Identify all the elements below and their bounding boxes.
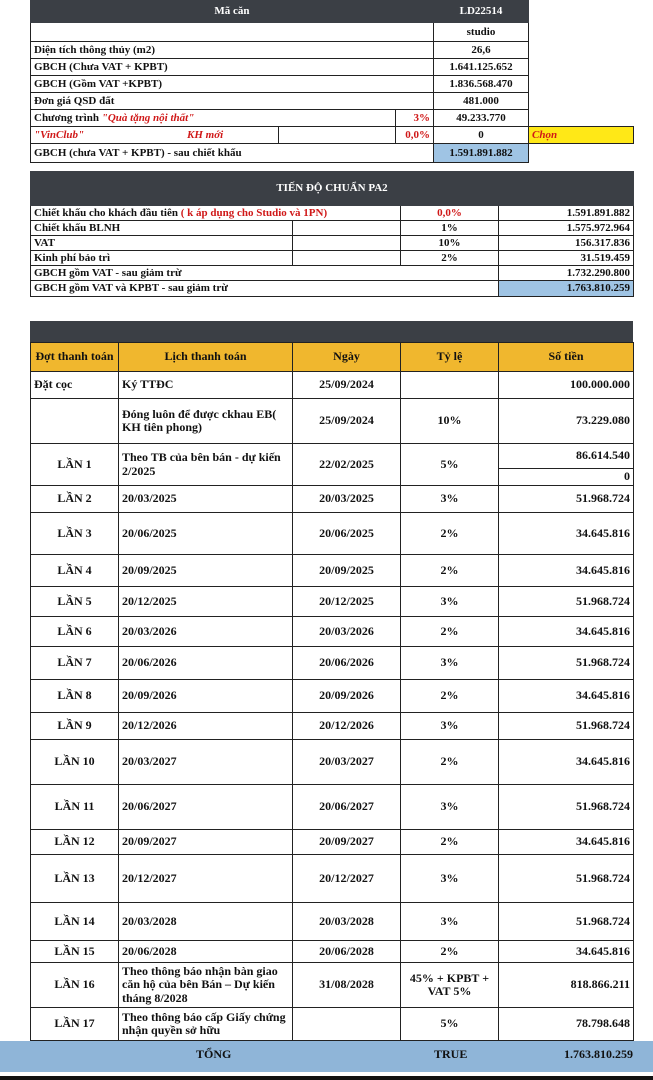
col-header-sotien: Số tiền — [499, 343, 634, 372]
progress-title: TIẾN ĐỘ CHUẨN PA2 — [31, 172, 634, 206]
table-row: LẦN 5 20/12/2025 20/12/2025 3% 51.968.724 — [31, 587, 634, 617]
table-row: Đặt cọc Ký TTĐC 25/09/2024 100.000.000 — [31, 372, 634, 399]
schedule-dark-bar — [30, 321, 633, 342]
maintenance-pct: 2% — [401, 251, 499, 266]
program-label: Chương trình — [34, 111, 99, 124]
vat-value: 156.317.836 — [499, 236, 634, 251]
progress-block — [30, 171, 633, 297]
maintenance-value: 31.519.459 — [499, 251, 634, 266]
vinclub-pct: 0,0% — [396, 127, 434, 144]
table-row: LẦN 16 Theo thông báo nhận bàn giao căn hộ của bên Bán – Dự kiến tháng 8/2028 31/08/2028 45% + KPBT + VAT 5% 818.866.211 — [31, 963, 634, 1008]
area-value: 26,6 — [434, 42, 529, 59]
unit-info-table — [30, 0, 634, 163]
area-label: Diện tích thông thủy (m2) — [31, 42, 434, 59]
table-row: LẦN 13 20/12/2027 20/12/2027 3% 51.968.724 — [31, 855, 634, 903]
maintenance-label: Kinh phí bảo trì — [31, 251, 293, 266]
vinclub-cell — [31, 127, 279, 144]
table-row: LẦN 8 20/09/2026 20/09/2026 2% 34.645.816 — [31, 680, 634, 713]
vat-label: VAT — [31, 236, 293, 251]
table-row: LẦN 4 20/09/2025 20/09/2025 2% 34.645.816 — [31, 555, 634, 587]
gbch-no-vat-label: GBCH (Chưa VAT + KPBT) — [31, 59, 434, 76]
table-row: LẦN 9 20/12/2026 20/12/2026 3% 51.968.724 — [31, 713, 634, 740]
program-pct: 3% — [396, 110, 434, 127]
table-row: LẦN 10 20/03/2027 20/03/2027 2% 34.645.816 — [31, 740, 634, 785]
first-customer-note: ( k áp dụng cho Studio và 1PN) — [180, 206, 328, 219]
table-row: LẦN 6 20/03/2026 20/03/2026 2% 34.645.816 — [31, 617, 634, 647]
program-cell — [31, 110, 396, 127]
col-header-dot: Đợt thanh toán — [31, 343, 119, 372]
total-bar — [0, 1041, 653, 1072]
table-row: Đóng luôn để được ckhau EB( KH tiên phong) 25/09/2024 10% 73.229.080 — [31, 399, 634, 444]
blnh-value: 1.575.972.964 — [499, 221, 634, 236]
table-row: LẦN 14 20/03/2028 20/03/2028 3% 51.968.724 — [31, 903, 634, 941]
table-row: LẦN 15 20/06/2028 20/06/2028 2% 34.645.816 — [31, 941, 634, 963]
after-discount-value: 1.591.891.882 — [434, 144, 529, 163]
table-row: LẦN 17 Theo thông báo cấp Giấy chứng nhận quyền sở hữu 5% 78.798.648 — [31, 1008, 634, 1041]
unit-type: studio — [434, 23, 529, 42]
gbch-vat-after-label: GBCH gồm VAT - sau giảm trừ — [31, 266, 499, 281]
ma-can-value: LD22514 — [434, 1, 529, 23]
first-customer-label: Chiết khấu cho khách đầu tiên — [34, 206, 178, 219]
payment-schedule-block — [30, 321, 633, 1041]
table-row: 0 — [31, 469, 634, 486]
col-header-ngay: Ngày — [293, 343, 401, 372]
program-value: 49.233.770 — [434, 110, 529, 127]
gbch-vat-value: 1.836.568.470 — [434, 76, 529, 93]
gbch-no-vat-value: 1.641.125.652 — [434, 59, 529, 76]
table-row: LẦN 7 20/06/2026 20/06/2026 3% 51.968.724 — [31, 647, 634, 680]
land-price-value: 481.000 — [434, 93, 529, 110]
blnh-pct: 1% — [401, 221, 499, 236]
screen-bottom-edge — [0, 1076, 653, 1080]
first-customer-value: 1.591.891.882 — [499, 206, 634, 221]
gbch-vat-kpbt-after-label: GBCH gồm VAT và KPBT - sau giảm trừ — [31, 281, 499, 297]
program-name: "Quà tặng nội thất" — [101, 111, 195, 124]
col-header-tyle: Tỷ lệ — [401, 343, 499, 372]
col-header-lich: Lịch thanh toán — [119, 343, 293, 372]
gbch-vat-after-value: 1.732.290.800 — [499, 266, 634, 281]
table-row: LẦN 2 20/03/2025 20/03/2025 3% 51.968.724 — [31, 486, 634, 513]
gbch-vat-label: GBCH (Gồm VAT +KPBT) — [31, 76, 434, 93]
total-flag: TRUE — [434, 1047, 468, 1061]
ma-can-label: Mã căn — [31, 1, 434, 23]
first-customer-pct: 0,0% — [401, 206, 499, 221]
progress-table — [30, 171, 634, 297]
land-price-label: Đơn giá QSD đất — [31, 93, 434, 110]
total-label: TỔNG — [196, 1047, 232, 1061]
vat-pct: 10% — [401, 236, 499, 251]
table-row: LẦN 12 20/09/2027 20/09/2027 2% 34.645.816 — [31, 830, 634, 855]
vinclub-kh[interactable]: KH mới — [187, 128, 224, 141]
blnh-label: Chiết khấu BLNH — [31, 221, 293, 236]
unit-info-block — [30, 0, 633, 163]
choose-dropdown[interactable]: Chọn — [529, 127, 634, 144]
table-row: LẦN 1 Theo TB của bên bán - dự kiến 2/2025 22/02/2025 5% 86.614.540 — [31, 444, 634, 469]
vinclub-label: "VinClub" — [34, 128, 85, 141]
gbch-vat-kpbt-after-value: 1.763.810.259 — [499, 281, 634, 297]
table-row: LẦN 3 20/06/2025 20/06/2025 2% 34.645.816 — [31, 513, 634, 555]
after-discount-label: GBCH (chưa VAT + KPBT) - sau chiết khấu — [31, 144, 434, 163]
table-row: LẦN 11 20/06/2027 20/06/2027 3% 51.968.724 — [31, 785, 634, 830]
vinclub-value: 0 — [434, 127, 529, 144]
payment-schedule-table — [30, 342, 634, 1041]
first-customer-cell — [31, 206, 401, 221]
total-value: 1.763.810.259 — [564, 1047, 633, 1061]
